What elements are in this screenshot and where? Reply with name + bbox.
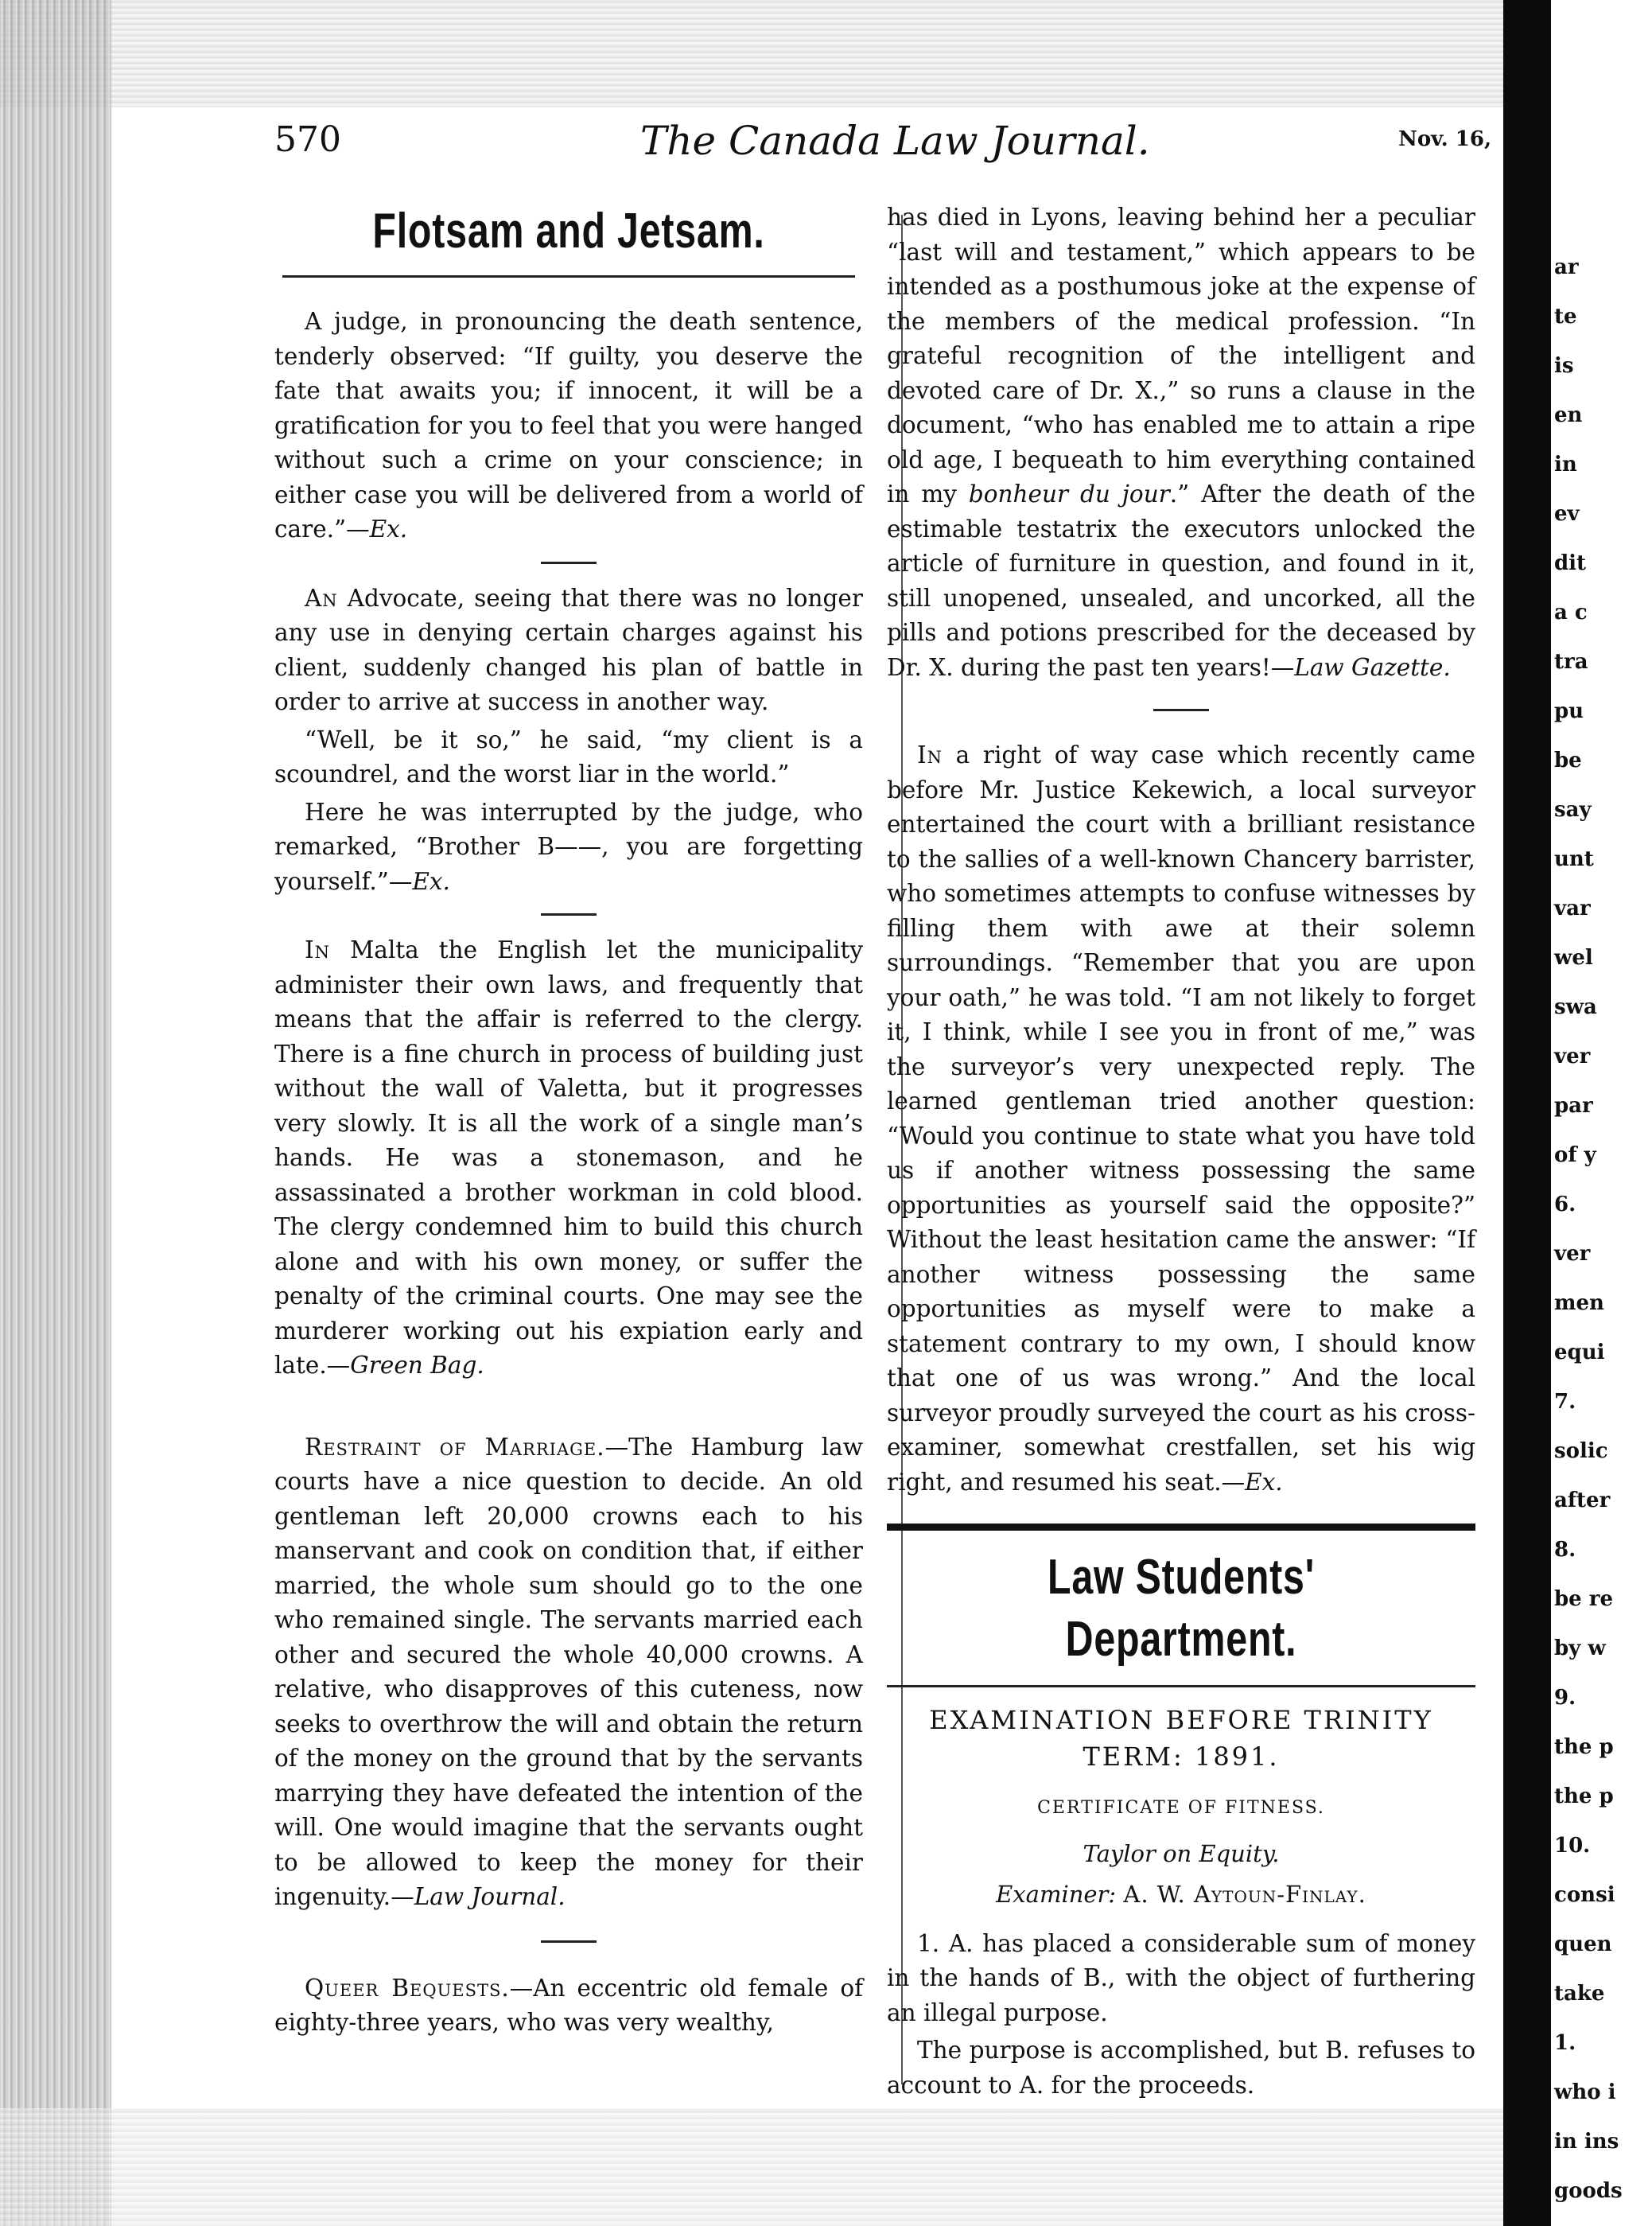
article-divider (1153, 709, 1209, 711)
next-page-fragment: 9. (1554, 1686, 1576, 1710)
article-queer-bequests-continued: has died in Lyons, leaving behind her a peculiar “last will and testament,” which appears to be intended as a posthumous joke at the expense of the members of the medical profession. “In grateful recognition of the intelligent and devoted care of Dr. X.,” so runs a clause in the document, “who has enabled me to attain a ripe old age, I bequeath to him everything contained in my bonheur du jour.” After the death of the estimable testatrix the executors unlocked the article of furniture in question, and found in it, still unopened, unsealed, and uncorked, all the pills and potions prescribed for the deceased by Dr. X. during the past ten years!—Law Gazette. (887, 204, 1475, 681)
article-restraint-of-marriage: Restraint of Marriage.—The Hamburg law courts have a nice question to decide. An old gentleman left 20,000 crowns each to his manservant and cook on condition that, if either married, the whole sum should go to the one who remained single. The servants married each other and secured the whole 40,000 crowns. A relative, who disapproves of this cuteness, now seeks to overthrow the will and obtain the return of the money on the ground that by the servants marrying they have defeated the intention of the will. One would imagine that the servants ought to be allowed to keep the money for their ingenuity.—Law Journal. (274, 1433, 863, 1910)
examiner-label: Examiner: (996, 1881, 1117, 1908)
next-page-fragment: 6. (1554, 1193, 1576, 1216)
question-1: 1. A. has placed a considerable sum of money in the hands of B., with the object of furthering an illegal purpose. (887, 1929, 1475, 2026)
section-title-flotsam: Flotsam and Jetsam. (372, 204, 765, 259)
next-page-fragment: consi (1554, 1883, 1615, 1907)
next-page-strip (1551, 0, 1652, 2226)
next-page-fragment: by w (1554, 1636, 1606, 1660)
binding-shadow (1503, 0, 1551, 2226)
article-spacer (541, 1404, 597, 1407)
scan-shadow-left (0, 0, 111, 2226)
next-page-fragment: equi (1554, 1341, 1605, 1364)
next-page-fragment: 1. (1554, 2031, 1576, 2055)
source-citation: Ex. (369, 516, 408, 543)
article-malta: In Malta the English let the municipality administer their own laws, and frequently that means that the affair is referred to the clergy. There is a fine church in process of building just without the wall of Valetta, but it progresses very slowly. It is all the work of a single man’s hands. He was a stonemason, and he assassinated a brother workman in cold blood. The clergy condemned him to build this church alone and with his own money, or suffer the penalty of the criminal courts. One may see the murderer working out his expiation early and late.—Green Bag. (274, 936, 863, 1379)
question-1-continued: The purpose is accomplished, but B. refuses to account to A. for the proceeds. (887, 2037, 1475, 2099)
header-date: Nov. 16, (1398, 127, 1491, 151)
next-page-fragment: who i (1554, 2080, 1616, 2104)
article-advocate: An Advocate, seeing that there was no longer any use in denying certain charges against his client, suddenly changed his plan of battle in order to arrive at success in another way. (274, 584, 863, 715)
article-advocate-quote: “Well, be it so,” he said, “my client is a scoundrel, and the worst liar in the world.” (274, 726, 863, 788)
next-page-fragment: 10. (1554, 1834, 1591, 1858)
next-page-fragment: wel (1554, 946, 1593, 970)
next-page-fragment: solic (1554, 1439, 1608, 1463)
scan-shadow-top (0, 0, 1652, 107)
source-citation: Law Gazette. (1294, 653, 1451, 681)
source-citation: Ex. (412, 867, 450, 895)
department-rule-bottom (887, 1685, 1475, 1687)
department-rule-top (887, 1524, 1475, 1531)
next-page-fragment: take (1554, 1982, 1605, 2006)
section-title-law-students: Law Students' Department. (1047, 1550, 1316, 1667)
next-page-fragment: be re (1554, 1587, 1614, 1611)
source-citation: Law Journal. (414, 1883, 566, 1910)
next-page-fragment: in (1554, 453, 1577, 477)
next-page-fragment: ev (1554, 502, 1580, 526)
next-page-fragment: tra (1554, 650, 1588, 674)
right-column (887, 200, 1475, 2106)
journal-title: The Canada Law Journal. (640, 118, 1150, 164)
article-divider (541, 562, 597, 564)
next-page-fragment: is (1554, 354, 1574, 378)
next-page-fragment: dit (1554, 551, 1587, 575)
next-page-fragment: par (1554, 1094, 1593, 1118)
next-page-fragment: in ins (1554, 2130, 1619, 2154)
article-divider (541, 913, 597, 916)
article-queer-bequests: Queer Bequests.—An eccentric old female of eighty-three years, who was very wealthy, (274, 1974, 864, 2036)
next-page-fragment: men (1554, 1291, 1604, 1315)
title-rule (282, 275, 855, 278)
next-page-fragment: a c (1554, 601, 1588, 625)
next-page-fragment: te (1554, 305, 1577, 329)
article-advocate-end: Here he was interrupted by the judge, who remarked, “Brother B——, you are forgetting yourself.”—Ex. (274, 798, 863, 895)
next-page-fragment: quen (1554, 1932, 1612, 1956)
next-page-fragment: ver (1554, 1045, 1591, 1068)
certificate-heading: CERTIFICATE OF FITNESS. (1037, 1798, 1325, 1818)
next-page-fragment: 7. (1554, 1390, 1576, 1414)
next-page-fragment: unt (1554, 847, 1594, 871)
next-page-fragment: the p (1554, 1784, 1614, 1808)
next-page-fragment: be (1554, 749, 1582, 772)
next-page-fragment: swa (1554, 995, 1597, 1019)
exam-subject: Taylor on Equity. (1083, 1839, 1280, 1867)
next-page-fragment: after (1554, 1489, 1611, 1512)
source-citation: Green Bag. (350, 1352, 484, 1379)
article-divider (541, 1940, 597, 1943)
next-page-fragment: goods (1554, 2179, 1623, 2203)
next-page-fragment: the p (1554, 1735, 1614, 1759)
next-page-fragment: ar (1554, 255, 1579, 279)
exam-heading: EXAMINATION BEFORE TRINITY TERM: 1891. (929, 1705, 1433, 1772)
next-page-fragment: var (1554, 897, 1591, 920)
next-page-fragment: 8. (1554, 1538, 1576, 1562)
page-number: 570 (274, 119, 341, 160)
next-page-fragment: pu (1554, 699, 1584, 723)
article-judge: A judge, in pronouncing the death sentence, tenderly observed: “If guilty, you deserve the fate that awaits you; if innocent, it will be a gratification for you to feel that you were hanged without such a crime on your conscience; in either case you will be delivered from a world of care.”—Ex. (274, 308, 863, 543)
left-column (274, 200, 863, 2044)
article-right-of-way: In a right of way case which recently came before Mr. Justice Kekewich, a local surveyor entertained the court with a brilliant resistance to the sallies of a well-known Chancery barrister, who sometimes attempts to confuse witnesses by filling them with awe at their solemn surroundings. “Remember that you are upon your oath,” he was told. “I am not likely to forget it, I think, while I see you in front of me,” was the surveyor’s very unexpected reply. The learned gentleman tried another question: “Would you continue to state what you have told us if another witness possessing the same opportunities as yourself said the opposite?” Without the least hesitation came the answer: “If another witness possessing the same opportunities as myself were to make a statement contrary to my own, I should know that one of us was wrong.” And the local surveyor proudly surveyed the court as his cross-examiner, somewhat crestfallen, set his wig right, and resumed his seat.—Ex. (887, 741, 1475, 1496)
source-citation: Ex. (1245, 1468, 1283, 1496)
page-header (274, 119, 1515, 183)
scan-shadow-bottom (0, 2108, 1652, 2226)
next-page-fragment: of y (1554, 1143, 1596, 1167)
next-page-fragment: say (1554, 798, 1592, 822)
next-page-fragment: en (1554, 403, 1583, 427)
examiner-line (887, 1878, 1475, 1913)
next-page-fragment: ver (1554, 1242, 1591, 1266)
examiner-name: A. W. Aytoun-Finlay. (1123, 1881, 1366, 1908)
